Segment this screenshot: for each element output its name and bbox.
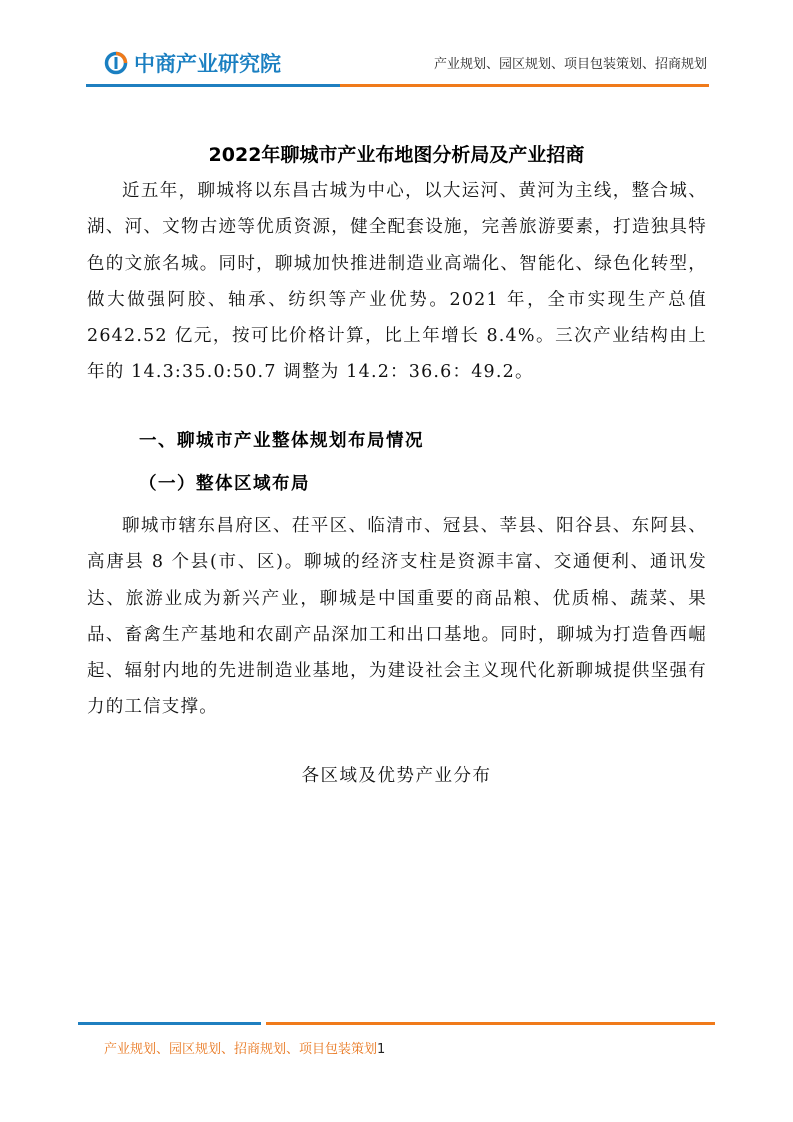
- header-rule-blue: [86, 84, 340, 87]
- section-heading: 一、聊城市产业整体规划布局情况: [139, 431, 424, 451]
- subsection-heading: （一）整体区域布局: [139, 474, 310, 494]
- page-header: [0, 0, 793, 92]
- footer-rule-blue: [78, 1022, 261, 1025]
- figure-caption: 各区域及优势产业分布: [301, 766, 492, 786]
- body-paragraph-2: 聊城市辖东昌府区、茌平区、临清市、冠县、莘县、阳谷县、东阿县、高唐县 8 个县(市、区)。聊城的经济支柱是资源丰富、交通便利、通讯发达、旅游业成为新兴产业，聊城是中国重要的商品粮、优质棉、蔬菜、果品、畜禽生产基地和农副产品深加工和出口基地。同时，聊城为打造鲁西崛起、辐射内地的先进制造业基地，为建设社会主义现代化新聊城提供坚强有力的工信支撑。: [87, 516, 707, 718]
- footer-rule-orange: [266, 1022, 715, 1025]
- logo-icon: [104, 51, 128, 75]
- document-title: 2022年聊城市产业布地图分析局及产业招商: [208, 144, 585, 166]
- page-number: 1: [377, 1042, 386, 1057]
- body-paragraph-1: 近五年，聊城将以东昌古城为中心，以大运河、黄河为主线，整合城、湖、河、文物古迹等优质资源，健全配套设施，完善旅游要素，打造独具特色的文旅名城。同时，聊城加快推进制造业高端化、智能化、绿色化转型，做大做强阿胶、轴承、纺织等产业优势。2021 年，全市实现生产总值 2642.52 亿元，按可比价格计算，比上年增长 8.4%。三次产业结构由上年的 14.3:35.0:50.7 调整为 14.2：36.6：49.2。: [87, 181, 707, 383]
- header-tagline: 产业规划、园区规划、项目包装策划、招商规划: [433, 57, 707, 72]
- company-logo: [104, 48, 281, 78]
- page-footer: [104, 1038, 385, 1057]
- logo-text: 中商产业研究院: [134, 52, 281, 76]
- header-rule-orange: [340, 84, 709, 87]
- footer-tagline: 产业规划、园区规划、招商规划、项目包装策划: [104, 1042, 378, 1057]
